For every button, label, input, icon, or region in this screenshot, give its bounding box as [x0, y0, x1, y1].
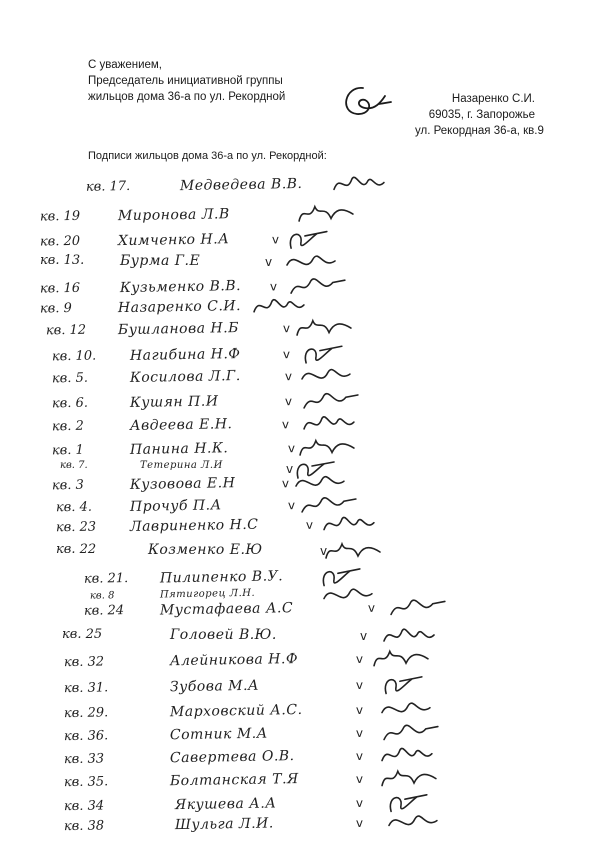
resident-name: Козменко Е.Ю [148, 542, 263, 558]
resident-name: Панина Н.К. [129, 440, 229, 458]
apartment-number: кв. 24 [83, 603, 125, 619]
resident-signature [322, 536, 386, 562]
resident-name: Алейникова Н.Ф [169, 651, 299, 670]
apartment-number: кв. 33 [63, 751, 105, 768]
apartment-number: кв. 3 [51, 477, 84, 494]
checkmark-icon: v [284, 394, 293, 409]
checkmark-icon: v [360, 629, 368, 643]
resident-signature [330, 168, 394, 195]
checkmark-icon: v [355, 815, 364, 831]
resident-name: Нагибина Н.Ф [129, 346, 241, 364]
apartment-number: кв. 36. [63, 728, 109, 745]
checkmark-icon: v [271, 232, 280, 247]
apartment-number: кв. 6. [51, 395, 89, 412]
resident-name: Савертева О.В. [169, 748, 295, 767]
apartment-number: кв. 34 [63, 798, 105, 815]
apartment-number: кв. 9 [39, 300, 72, 317]
apartment-number: кв. 12 [45, 322, 87, 339]
apartment-number: кв. 20 [39, 233, 81, 250]
checkmark-icon: v [269, 279, 278, 294]
checkmark-icon: v [284, 369, 293, 384]
resident-name: Назаренко С.И. [117, 298, 242, 317]
checkmark-icon: v [265, 255, 273, 269]
apartment-number: кв. 32 [63, 654, 105, 671]
closing-block [88, 57, 285, 105]
apartment-number: кв. 16 [39, 280, 81, 297]
resident-name: Кузьменко В.В. [119, 278, 242, 297]
resident-signature [293, 312, 357, 339]
apartment-number: кв. 25 [62, 627, 103, 642]
signatures-caption: Подписи жильцов дома 36-а по ул. Рекордной: [88, 150, 327, 162]
resident-row [0, 542, 600, 566]
resident-name: Тетерина Л.И [140, 460, 223, 471]
resident-name: Миронова Л.В [117, 206, 230, 225]
checkmark-icon: v [355, 651, 364, 667]
resident-signature [385, 591, 449, 618]
apartment-number: кв. 13. [40, 253, 85, 268]
checkmark-icon: v [355, 725, 364, 741]
resident-name: Шульга Л.И. [174, 815, 274, 834]
resident-name: Пятигорец Л.Н. [159, 587, 256, 601]
checkmark-icon: v [320, 544, 328, 558]
resident-name: Якушева А.А [174, 795, 277, 814]
resident-name: Лавриненко Н.С [129, 516, 259, 535]
apartment-number: кв. 5. [51, 370, 89, 387]
resident-name: Кушян П.И [129, 393, 219, 411]
resident-name: Химченко Н.А [117, 231, 230, 250]
checkmark-icon: v [355, 677, 364, 693]
apartment-number: кв. 2 [51, 418, 84, 435]
checkmark-icon: v [286, 462, 294, 476]
resident-name: Медведева В.В. [179, 175, 303, 195]
resident-name: Мустафаева А.С [159, 600, 294, 619]
resident-signature [283, 247, 347, 273]
apartment-number: кв. 21. [83, 570, 129, 587]
apartment-number: кв. 10. [51, 348, 97, 365]
author-signature [335, 82, 395, 122]
checkmark-icon: v [281, 417, 290, 432]
resident-name: Кузовова Е.Н [129, 475, 236, 493]
closing-line: Председатель инициативной группы [88, 75, 283, 87]
checkmark-icon: v [355, 771, 364, 787]
resident-name: Бурма Г.Е [120, 253, 201, 269]
closing-line: С уважением, [88, 59, 162, 71]
checkmark-icon: v [282, 347, 291, 362]
apartment-number: кв. 29. [63, 705, 109, 722]
apartment-number: кв. 4. [55, 499, 93, 516]
apartment-number: кв. 38 [63, 818, 105, 835]
apartment-number: кв. 35. [63, 774, 109, 791]
resident-signature [370, 643, 434, 670]
resident-name: Авдеева Е.Н. [129, 416, 233, 434]
apartment-number: кв. 17. [85, 178, 131, 195]
apartment-number: кв. 22 [56, 542, 97, 557]
checkmark-icon: v [281, 476, 290, 491]
resident-signature [300, 408, 364, 435]
checkmark-icon: v [355, 702, 364, 718]
apartment-number: кв. 8 [89, 590, 115, 602]
resident-signature [298, 360, 362, 387]
resident-signature [378, 763, 442, 790]
checkmark-icon: v [287, 441, 296, 456]
resident-signature [320, 509, 384, 536]
author-city: 69035, г. Запорожье [428, 109, 535, 121]
resident-name: Головей В.Ю. [170, 627, 277, 643]
resident-name: Зубова М.А [169, 677, 260, 696]
apartment-number: кв. 19 [39, 208, 81, 225]
resident-name: Бушланова Н.Б [117, 320, 240, 339]
closing-line: жильцов дома 36-а по ул. Рекордной [88, 91, 286, 103]
checkmark-icon: v [355, 748, 364, 764]
checkmark-icon: v [287, 498, 296, 513]
author-block [415, 91, 544, 139]
apartment-number: кв. 31. [63, 680, 109, 697]
checkmark-icon: v [367, 600, 376, 615]
resident-name: Косилова Л.Г. [129, 368, 241, 386]
resident-name: Болтанская Т.Я [169, 771, 299, 790]
checkmark-icon: v [355, 795, 364, 811]
resident-name: Прочуб П.А [129, 497, 222, 515]
checkmark-icon: v [282, 321, 291, 336]
author-address: ул. Рекордная 36-а, кв.9 [415, 125, 544, 137]
resident-name: Сотник М.А [169, 725, 268, 744]
author-name: Назаренко С.И. [451, 93, 535, 105]
resident-signature [385, 806, 449, 833]
checkmark-icon: v [305, 517, 314, 532]
resident-signature [295, 198, 359, 225]
apartment-number: кв. 7. [60, 460, 88, 471]
apartment-number: кв. 23 [55, 519, 97, 536]
resident-signature [380, 668, 444, 695]
resident-name: Марховский А.С. [169, 701, 303, 721]
apartment-number: кв. 1 [51, 442, 84, 459]
resident-name: Пилипенко В.У. [159, 568, 284, 587]
